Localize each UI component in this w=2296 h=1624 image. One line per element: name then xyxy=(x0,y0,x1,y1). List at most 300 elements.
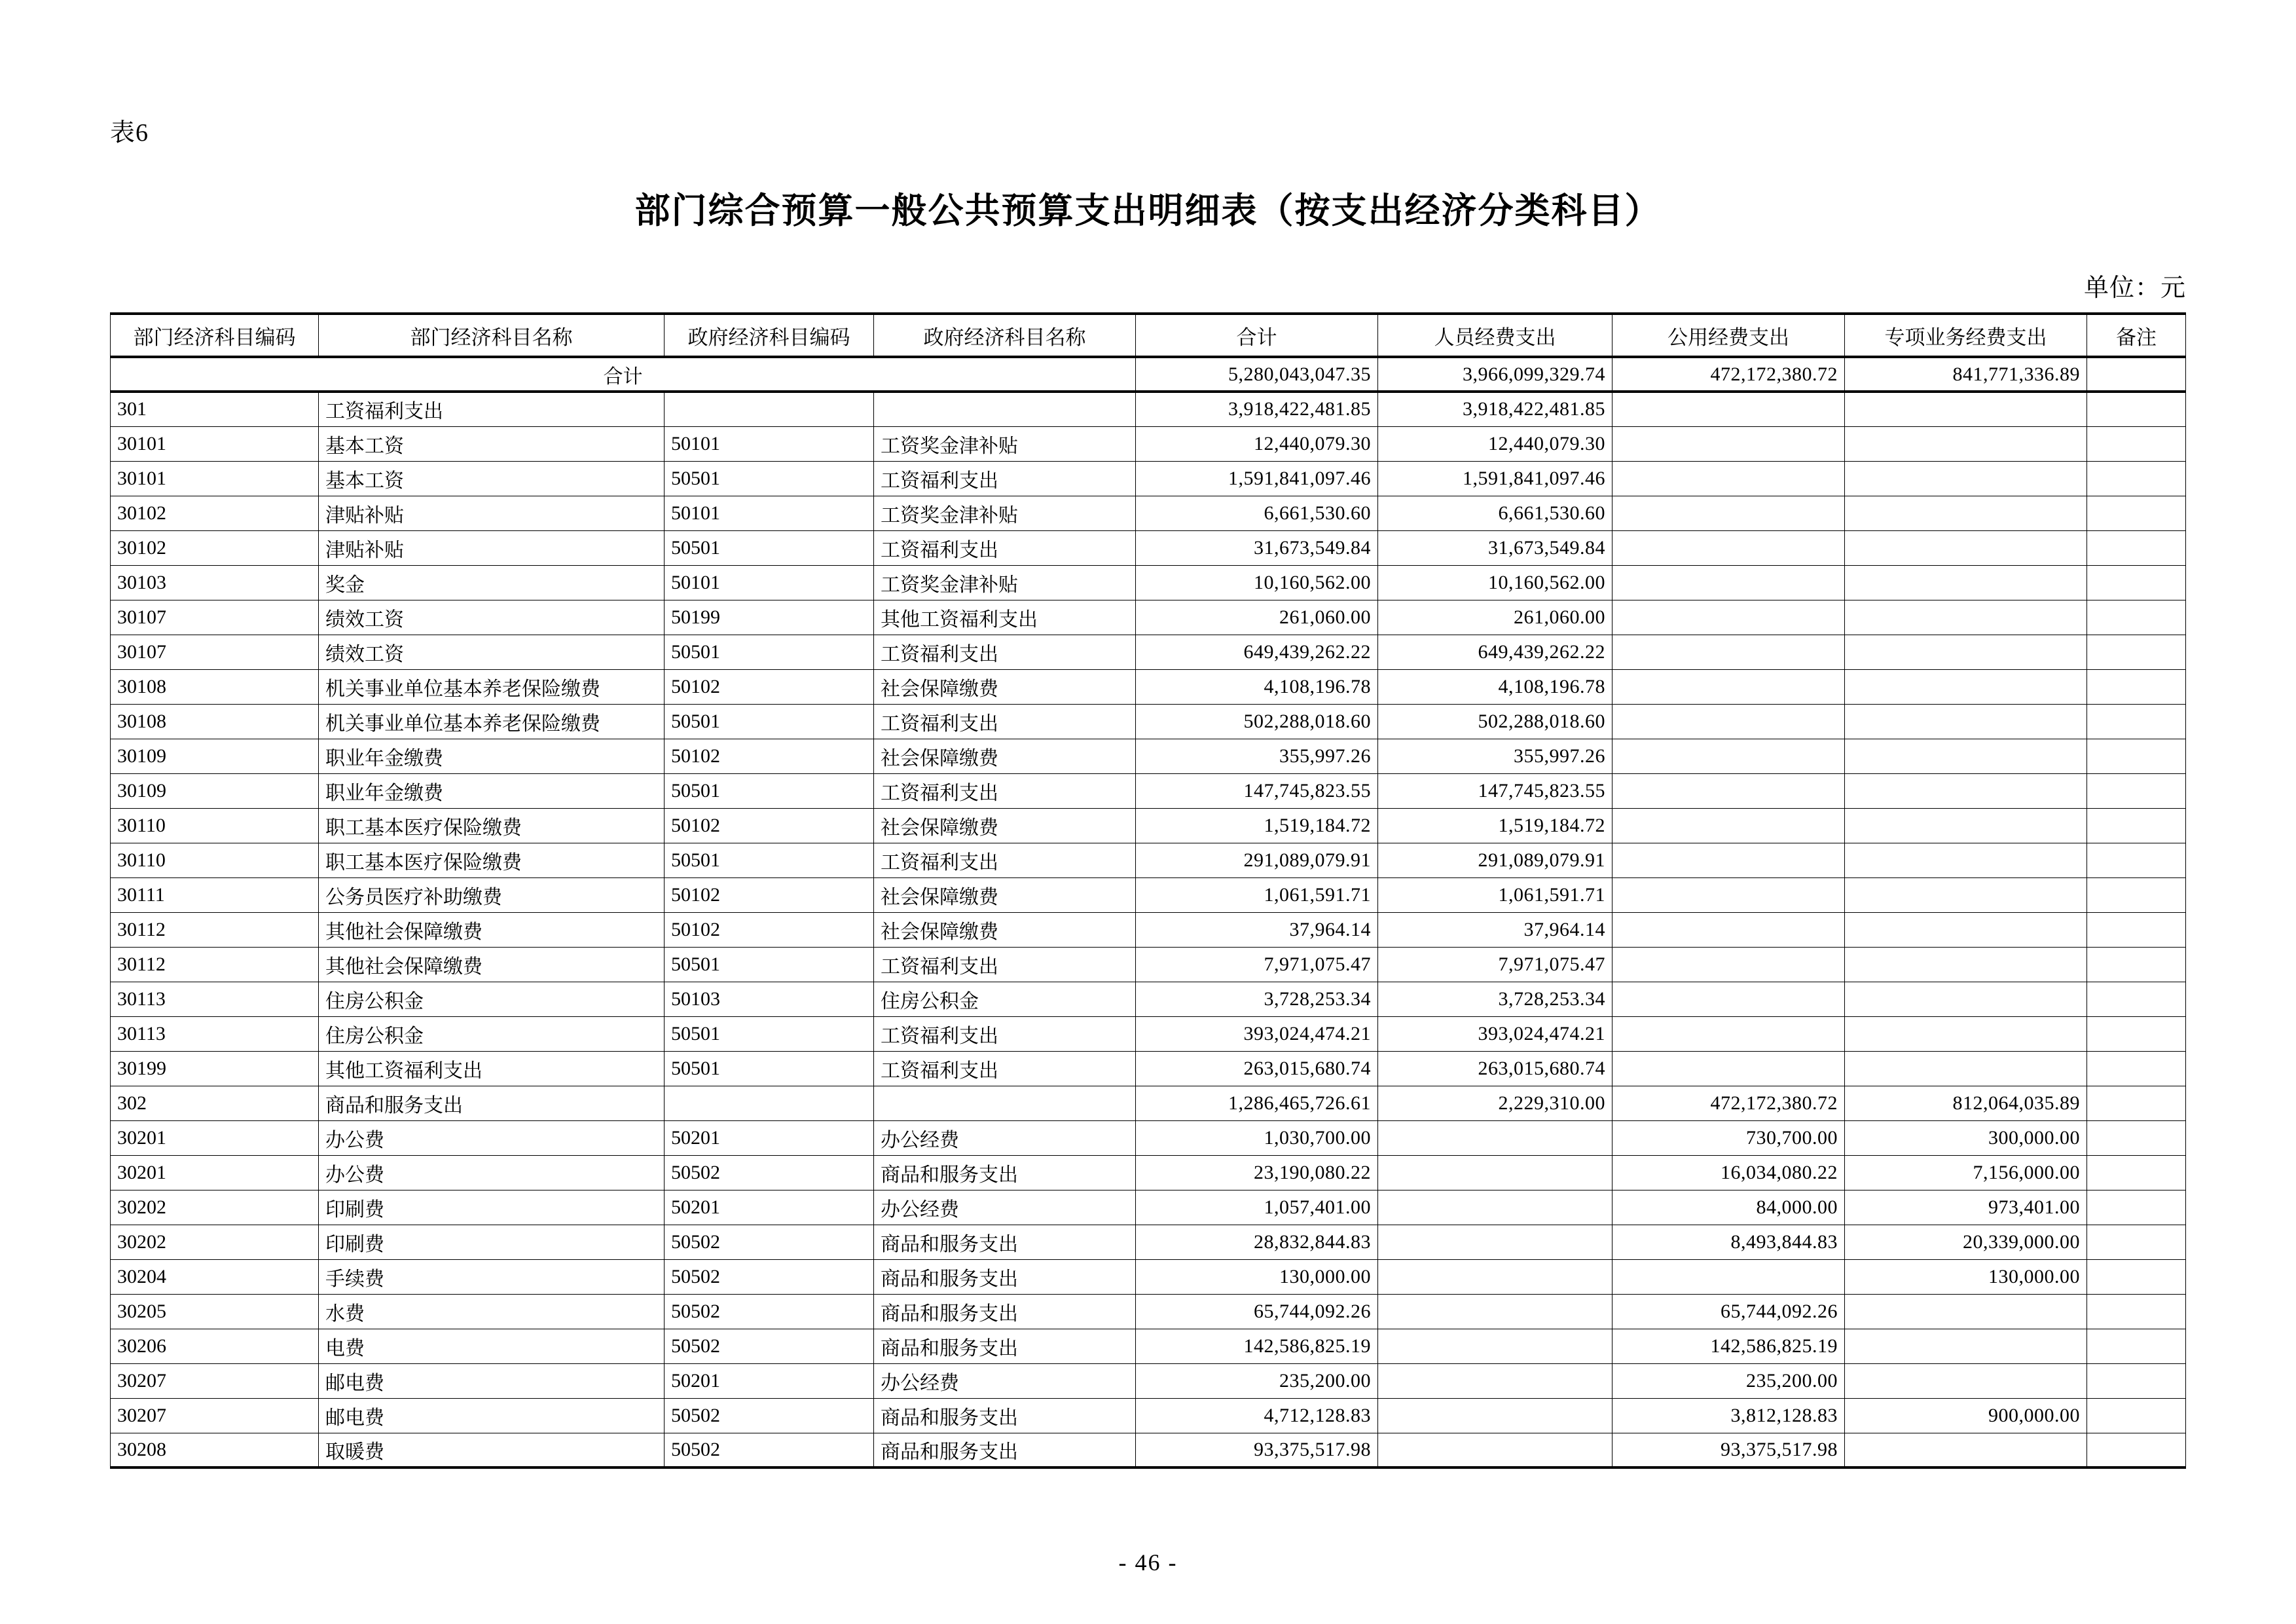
cell-dept-name: 公务员医疗补助缴费 xyxy=(319,877,665,912)
cell-personnel: 291,089,079.91 xyxy=(1378,843,1613,877)
cell-dept-code: 30201 xyxy=(111,1155,319,1190)
cell-dept-code: 30206 xyxy=(111,1329,319,1363)
cell-public: 65,744,092.26 xyxy=(1613,1294,1845,1329)
cell-dept-name: 工资福利支出 xyxy=(319,392,665,426)
cell-gov-name: 社会保障缴费 xyxy=(874,912,1136,947)
cell-personnel xyxy=(1378,1259,1613,1294)
cell-total: 3,918,422,481.85 xyxy=(1136,392,1378,426)
cell-gov-code: 50103 xyxy=(665,982,874,1016)
cell-personnel: 1,519,184.72 xyxy=(1378,808,1613,843)
cell-remark xyxy=(2087,1086,2186,1120)
cell-dept-name: 津贴补贴 xyxy=(319,496,665,530)
cell-special xyxy=(1845,1433,2087,1467)
table-row xyxy=(111,877,2186,912)
cell-special: 20,339,000.00 xyxy=(1845,1225,2087,1259)
cell-gov-code: 50102 xyxy=(665,808,874,843)
cell-gov-name: 工资福利支出 xyxy=(874,704,1136,739)
cell-personnel xyxy=(1378,1363,1613,1398)
cell-gov-code: 50502 xyxy=(665,1259,874,1294)
table-header-row xyxy=(111,314,2186,357)
cell-remark xyxy=(2087,1225,2186,1259)
table-row xyxy=(111,1225,2186,1259)
cell-gov-name: 商品和服务支出 xyxy=(874,1433,1136,1467)
column-header-gov-code: 政府经济科目编码 xyxy=(665,314,874,357)
column-header-dept-name: 部门经济科目名称 xyxy=(319,314,665,357)
cell-public xyxy=(1613,773,1845,808)
cell-dept-code: 301 xyxy=(111,392,319,426)
cell-remark xyxy=(2087,1155,2186,1190)
cell-special xyxy=(1845,1363,2087,1398)
cell-total: 130,000.00 xyxy=(1136,1259,1378,1294)
cell-total: 355,997.26 xyxy=(1136,739,1378,773)
cell-dept-code: 30204 xyxy=(111,1259,319,1294)
cell-personnel xyxy=(1378,1120,1613,1155)
cell-personnel: 393,024,474.21 xyxy=(1378,1016,1613,1051)
table-row xyxy=(111,1051,2186,1086)
cell-total: 1,030,700.00 xyxy=(1136,1120,1378,1155)
cell-remark xyxy=(2087,635,2186,669)
cell-personnel xyxy=(1378,1294,1613,1329)
cell-total: 1,286,465,726.61 xyxy=(1136,1086,1378,1120)
cell-public xyxy=(1613,565,1845,600)
cell-personnel: 261,060.00 xyxy=(1378,600,1613,635)
cell-remark xyxy=(2087,843,2186,877)
cell-gov-name: 办公经费 xyxy=(874,1363,1136,1398)
cell-personnel: 1,591,841,097.46 xyxy=(1378,461,1613,496)
cell-remark xyxy=(2087,877,2186,912)
cell-dept-code: 30202 xyxy=(111,1190,319,1225)
cell-total: 291,089,079.91 xyxy=(1136,843,1378,877)
cell-gov-name: 商品和服务支出 xyxy=(874,1155,1136,1190)
cell-total: 28,832,844.83 xyxy=(1136,1225,1378,1259)
table-row xyxy=(111,530,2186,565)
cell-total: 10,160,562.00 xyxy=(1136,565,1378,600)
cell-dept-name: 其他社会保障缴费 xyxy=(319,947,665,982)
cell-dept-name: 住房公积金 xyxy=(319,1016,665,1051)
cell-special xyxy=(1845,565,2087,600)
cell-remark xyxy=(2087,704,2186,739)
cell-dept-name: 职业年金缴费 xyxy=(319,773,665,808)
cell-public xyxy=(1613,530,1845,565)
total-row-total: 5,280,043,047.35 xyxy=(1136,357,1378,392)
budget-table-container xyxy=(110,312,2185,1469)
cell-remark xyxy=(2087,1294,2186,1329)
table-row xyxy=(111,1294,2186,1329)
cell-gov-name: 办公经费 xyxy=(874,1120,1136,1155)
cell-total: 263,015,680.74 xyxy=(1136,1051,1378,1086)
sheet-label: 表6 xyxy=(110,119,149,147)
cell-remark xyxy=(2087,1190,2186,1225)
cell-gov-code: 50101 xyxy=(665,496,874,530)
table-row xyxy=(111,669,2186,704)
table-header xyxy=(111,314,2186,357)
cell-dept-code: 30107 xyxy=(111,600,319,635)
cell-dept-code: 30207 xyxy=(111,1363,319,1398)
cell-dept-code: 30208 xyxy=(111,1433,319,1467)
cell-total: 4,712,128.83 xyxy=(1136,1398,1378,1433)
cell-gov-name: 工资福利支出 xyxy=(874,635,1136,669)
cell-public xyxy=(1613,739,1845,773)
cell-gov-code: 50501 xyxy=(665,1016,874,1051)
cell-public: 730,700.00 xyxy=(1613,1120,1845,1155)
cell-personnel: 2,229,310.00 xyxy=(1378,1086,1613,1120)
cell-dept-name: 机关事业单位基本养老保险缴费 xyxy=(319,704,665,739)
cell-personnel: 147,745,823.55 xyxy=(1378,773,1613,808)
page-number: - 46 - xyxy=(1118,1549,1178,1576)
cell-total: 1,057,401.00 xyxy=(1136,1190,1378,1225)
cell-gov-name: 工资福利支出 xyxy=(874,773,1136,808)
cell-personnel xyxy=(1378,1155,1613,1190)
cell-total: 23,190,080.22 xyxy=(1136,1155,1378,1190)
cell-gov-name: 工资福利支出 xyxy=(874,461,1136,496)
cell-gov-code: 50201 xyxy=(665,1363,874,1398)
cell-personnel: 6,661,530.60 xyxy=(1378,496,1613,530)
cell-dept-name: 手续费 xyxy=(319,1259,665,1294)
cell-remark xyxy=(2087,912,2186,947)
cell-gov-name xyxy=(874,1086,1136,1120)
cell-personnel: 3,918,422,481.85 xyxy=(1378,392,1613,426)
cell-remark xyxy=(2087,426,2186,461)
cell-gov-name: 工资福利支出 xyxy=(874,843,1136,877)
cell-remark xyxy=(2087,1259,2186,1294)
cell-gov-name: 工资奖金津补贴 xyxy=(874,426,1136,461)
cell-gov-code: 50102 xyxy=(665,877,874,912)
cell-special: 7,156,000.00 xyxy=(1845,1155,2087,1190)
total-row-personnel: 3,966,099,329.74 xyxy=(1378,357,1613,392)
cell-special xyxy=(1845,1051,2087,1086)
cell-public: 235,200.00 xyxy=(1613,1363,1845,1398)
cell-gov-code: 50102 xyxy=(665,739,874,773)
cell-public xyxy=(1613,1016,1845,1051)
total-row-special: 841,771,336.89 xyxy=(1845,357,2087,392)
cell-dept-name: 其他工资福利支出 xyxy=(319,1051,665,1086)
cell-special xyxy=(1845,773,2087,808)
cell-gov-name: 工资福利支出 xyxy=(874,530,1136,565)
cell-gov-code: 50501 xyxy=(665,704,874,739)
cell-gov-code: 50201 xyxy=(665,1120,874,1155)
cell-personnel: 37,964.14 xyxy=(1378,912,1613,947)
cell-gov-name: 住房公积金 xyxy=(874,982,1136,1016)
cell-special xyxy=(1845,600,2087,635)
table-row xyxy=(111,426,2186,461)
cell-dept-name: 商品和服务支出 xyxy=(319,1086,665,1120)
cell-dept-code: 30199 xyxy=(111,1051,319,1086)
cell-public xyxy=(1613,843,1845,877)
cell-personnel: 4,108,196.78 xyxy=(1378,669,1613,704)
cell-special xyxy=(1845,635,2087,669)
cell-dept-name: 职工基本医疗保险缴费 xyxy=(319,808,665,843)
cell-special xyxy=(1845,530,2087,565)
cell-remark xyxy=(2087,1398,2186,1433)
column-header-total: 合计 xyxy=(1136,314,1378,357)
cell-gov-name: 商品和服务支出 xyxy=(874,1294,1136,1329)
cell-public xyxy=(1613,704,1845,739)
cell-dept-name: 绩效工资 xyxy=(319,600,665,635)
cell-remark xyxy=(2087,1433,2186,1467)
cell-special: 900,000.00 xyxy=(1845,1398,2087,1433)
cell-public: 3,812,128.83 xyxy=(1613,1398,1845,1433)
budget-table xyxy=(110,312,2186,1469)
cell-special xyxy=(1845,1329,2087,1363)
cell-remark xyxy=(2087,808,2186,843)
cell-personnel: 31,673,549.84 xyxy=(1378,530,1613,565)
table-row xyxy=(111,635,2186,669)
cell-total: 261,060.00 xyxy=(1136,600,1378,635)
table-row xyxy=(111,982,2186,1016)
cell-dept-code: 30102 xyxy=(111,530,319,565)
cell-dept-name: 其他社会保障缴费 xyxy=(319,912,665,947)
cell-personnel: 649,439,262.22 xyxy=(1378,635,1613,669)
cell-total: 65,744,092.26 xyxy=(1136,1294,1378,1329)
cell-public: 8,493,844.83 xyxy=(1613,1225,1845,1259)
cell-gov-code: 50501 xyxy=(665,1051,874,1086)
table-row xyxy=(111,565,2186,600)
cell-remark xyxy=(2087,1329,2186,1363)
cell-public xyxy=(1613,982,1845,1016)
cell-gov-name: 办公经费 xyxy=(874,1190,1136,1225)
column-header-remark: 备注 xyxy=(2087,314,2186,357)
cell-public xyxy=(1613,461,1845,496)
table-row xyxy=(111,947,2186,982)
cell-dept-code: 30109 xyxy=(111,773,319,808)
cell-dept-code: 30111 xyxy=(111,877,319,912)
column-header-special: 专项业务经费支出 xyxy=(1845,314,2087,357)
cell-public xyxy=(1613,877,1845,912)
cell-remark xyxy=(2087,392,2186,426)
cell-dept-code: 30108 xyxy=(111,669,319,704)
cell-gov-code: 50502 xyxy=(665,1433,874,1467)
cell-remark xyxy=(2087,1051,2186,1086)
cell-total: 142,586,825.19 xyxy=(1136,1329,1378,1363)
cell-dept-code: 30107 xyxy=(111,635,319,669)
cell-gov-code: 50101 xyxy=(665,426,874,461)
cell-total: 649,439,262.22 xyxy=(1136,635,1378,669)
cell-dept-code: 30201 xyxy=(111,1120,319,1155)
cell-gov-name: 工资福利支出 xyxy=(874,1016,1136,1051)
cell-total: 147,745,823.55 xyxy=(1136,773,1378,808)
cell-dept-name: 基本工资 xyxy=(319,426,665,461)
cell-dept-name: 邮电费 xyxy=(319,1398,665,1433)
cell-total: 1,061,591.71 xyxy=(1136,877,1378,912)
table-row xyxy=(111,1120,2186,1155)
cell-gov-code: 50501 xyxy=(665,947,874,982)
cell-public xyxy=(1613,496,1845,530)
cell-total: 502,288,018.60 xyxy=(1136,704,1378,739)
table-row-total xyxy=(111,357,2186,392)
cell-special xyxy=(1845,912,2087,947)
cell-dept-name: 机关事业单位基本养老保险缴费 xyxy=(319,669,665,704)
cell-dept-name: 绩效工资 xyxy=(319,635,665,669)
cell-remark xyxy=(2087,773,2186,808)
cell-remark xyxy=(2087,565,2186,600)
cell-personnel: 12,440,079.30 xyxy=(1378,426,1613,461)
cell-special xyxy=(1845,877,2087,912)
cell-gov-code: 50502 xyxy=(665,1398,874,1433)
cell-gov-name: 商品和服务支出 xyxy=(874,1225,1136,1259)
cell-special xyxy=(1845,1294,2087,1329)
cell-gov-code: 50199 xyxy=(665,600,874,635)
cell-gov-code: 50502 xyxy=(665,1294,874,1329)
cell-public: 142,586,825.19 xyxy=(1613,1329,1845,1363)
cell-gov-code: 50501 xyxy=(665,773,874,808)
table-row xyxy=(111,843,2186,877)
cell-gov-name: 商品和服务支出 xyxy=(874,1329,1136,1363)
cell-special: 973,401.00 xyxy=(1845,1190,2087,1225)
table-row xyxy=(111,1086,2186,1120)
cell-dept-code: 30113 xyxy=(111,982,319,1016)
cell-special xyxy=(1845,704,2087,739)
cell-special: 300,000.00 xyxy=(1845,1120,2087,1155)
table-row xyxy=(111,1363,2186,1398)
cell-personnel: 263,015,680.74 xyxy=(1378,1051,1613,1086)
total-row-remark xyxy=(2087,357,2186,392)
cell-personnel xyxy=(1378,1190,1613,1225)
cell-public: 84,000.00 xyxy=(1613,1190,1845,1225)
cell-total: 4,108,196.78 xyxy=(1136,669,1378,704)
cell-personnel: 7,971,075.47 xyxy=(1378,947,1613,982)
cell-public: 472,172,380.72 xyxy=(1613,1086,1845,1120)
cell-dept-name: 办公费 xyxy=(319,1155,665,1190)
cell-remark xyxy=(2087,669,2186,704)
cell-remark xyxy=(2087,1120,2186,1155)
cell-total: 393,024,474.21 xyxy=(1136,1016,1378,1051)
cell-gov-name xyxy=(874,392,1136,426)
cell-personnel: 1,061,591.71 xyxy=(1378,877,1613,912)
cell-dept-name: 职业年金缴费 xyxy=(319,739,665,773)
cell-remark xyxy=(2087,600,2186,635)
cell-remark xyxy=(2087,461,2186,496)
cell-total: 1,591,841,097.46 xyxy=(1136,461,1378,496)
unit-note: 单位：元 xyxy=(2083,274,2186,302)
cell-remark xyxy=(2087,530,2186,565)
table-row xyxy=(111,808,2186,843)
cell-dept-code: 30101 xyxy=(111,426,319,461)
cell-public xyxy=(1613,600,1845,635)
total-row-public: 472,172,380.72 xyxy=(1613,357,1845,392)
cell-gov-code: 50101 xyxy=(665,565,874,600)
cell-public xyxy=(1613,426,1845,461)
cell-special xyxy=(1845,843,2087,877)
cell-gov-name: 其他工资福利支出 xyxy=(874,600,1136,635)
table-row xyxy=(111,1190,2186,1225)
cell-public xyxy=(1613,1259,1845,1294)
table-row xyxy=(111,739,2186,773)
cell-total: 7,971,075.47 xyxy=(1136,947,1378,982)
cell-public: 16,034,080.22 xyxy=(1613,1155,1845,1190)
cell-dept-code: 30108 xyxy=(111,704,319,739)
cell-gov-name: 商品和服务支出 xyxy=(874,1398,1136,1433)
cell-remark xyxy=(2087,496,2186,530)
cell-gov-name: 社会保障缴费 xyxy=(874,877,1136,912)
cell-personnel xyxy=(1378,1329,1613,1363)
cell-total: 1,519,184.72 xyxy=(1136,808,1378,843)
cell-gov-name: 商品和服务支出 xyxy=(874,1259,1136,1294)
cell-personnel xyxy=(1378,1398,1613,1433)
table-row xyxy=(111,600,2186,635)
cell-personnel xyxy=(1378,1225,1613,1259)
cell-dept-name: 印刷费 xyxy=(319,1190,665,1225)
cell-personnel xyxy=(1378,1433,1613,1467)
total-row-label: 合计 xyxy=(111,357,1136,392)
cell-gov-code: 50501 xyxy=(665,635,874,669)
cell-dept-code: 30109 xyxy=(111,739,319,773)
cell-public xyxy=(1613,912,1845,947)
cell-public xyxy=(1613,1051,1845,1086)
table-row xyxy=(111,1016,2186,1051)
cell-dept-name: 水费 xyxy=(319,1294,665,1329)
cell-dept-code: 30110 xyxy=(111,843,319,877)
table-row xyxy=(111,1433,2186,1467)
table-row xyxy=(111,392,2186,426)
cell-gov-name: 工资奖金津补贴 xyxy=(874,496,1136,530)
cell-total: 3,728,253.34 xyxy=(1136,982,1378,1016)
cell-remark xyxy=(2087,1363,2186,1398)
cell-special: 130,000.00 xyxy=(1845,1259,2087,1294)
table-row xyxy=(111,461,2186,496)
cell-remark xyxy=(2087,947,2186,982)
cell-dept-name: 办公费 xyxy=(319,1120,665,1155)
cell-gov-code: 50102 xyxy=(665,669,874,704)
cell-special xyxy=(1845,496,2087,530)
cell-remark xyxy=(2087,982,2186,1016)
table-row xyxy=(111,496,2186,530)
cell-dept-code: 30112 xyxy=(111,912,319,947)
cell-gov-code: 50502 xyxy=(665,1225,874,1259)
cell-dept-name: 取暖费 xyxy=(319,1433,665,1467)
cell-special xyxy=(1845,1016,2087,1051)
cell-special xyxy=(1845,669,2087,704)
cell-gov-code xyxy=(665,392,874,426)
table-row xyxy=(111,1329,2186,1363)
cell-gov-code xyxy=(665,1086,874,1120)
cell-dept-code: 30103 xyxy=(111,565,319,600)
cell-dept-code: 30207 xyxy=(111,1398,319,1433)
cell-dept-name: 职工基本医疗保险缴费 xyxy=(319,843,665,877)
cell-gov-code: 50501 xyxy=(665,843,874,877)
cell-gov-name: 社会保障缴费 xyxy=(874,808,1136,843)
table-row xyxy=(111,773,2186,808)
table-row xyxy=(111,912,2186,947)
cell-dept-code: 302 xyxy=(111,1086,319,1120)
cell-dept-code: 30113 xyxy=(111,1016,319,1051)
cell-dept-code: 30112 xyxy=(111,947,319,982)
cell-personnel: 355,997.26 xyxy=(1378,739,1613,773)
cell-gov-code: 50201 xyxy=(665,1190,874,1225)
cell-public: 93,375,517.98 xyxy=(1613,1433,1845,1467)
cell-total: 37,964.14 xyxy=(1136,912,1378,947)
cell-public xyxy=(1613,635,1845,669)
column-header-dept-code: 部门经济科目编码 xyxy=(111,314,319,357)
table-row xyxy=(111,1259,2186,1294)
cell-special xyxy=(1845,739,2087,773)
cell-gov-code: 50102 xyxy=(665,912,874,947)
cell-dept-code: 30202 xyxy=(111,1225,319,1259)
cell-gov-name: 工资福利支出 xyxy=(874,947,1136,982)
cell-total: 235,200.00 xyxy=(1136,1363,1378,1398)
table-row xyxy=(111,704,2186,739)
table-body xyxy=(111,357,2186,1467)
column-header-public: 公用经费支出 xyxy=(1613,314,1845,357)
cell-public xyxy=(1613,947,1845,982)
cell-public xyxy=(1613,669,1845,704)
cell-dept-name: 基本工资 xyxy=(319,461,665,496)
cell-gov-code: 50501 xyxy=(665,461,874,496)
cell-gov-code: 50502 xyxy=(665,1155,874,1190)
cell-dept-name: 邮电费 xyxy=(319,1363,665,1398)
table-row xyxy=(111,1155,2186,1190)
cell-dept-code: 30101 xyxy=(111,461,319,496)
cell-dept-name: 津贴补贴 xyxy=(319,530,665,565)
